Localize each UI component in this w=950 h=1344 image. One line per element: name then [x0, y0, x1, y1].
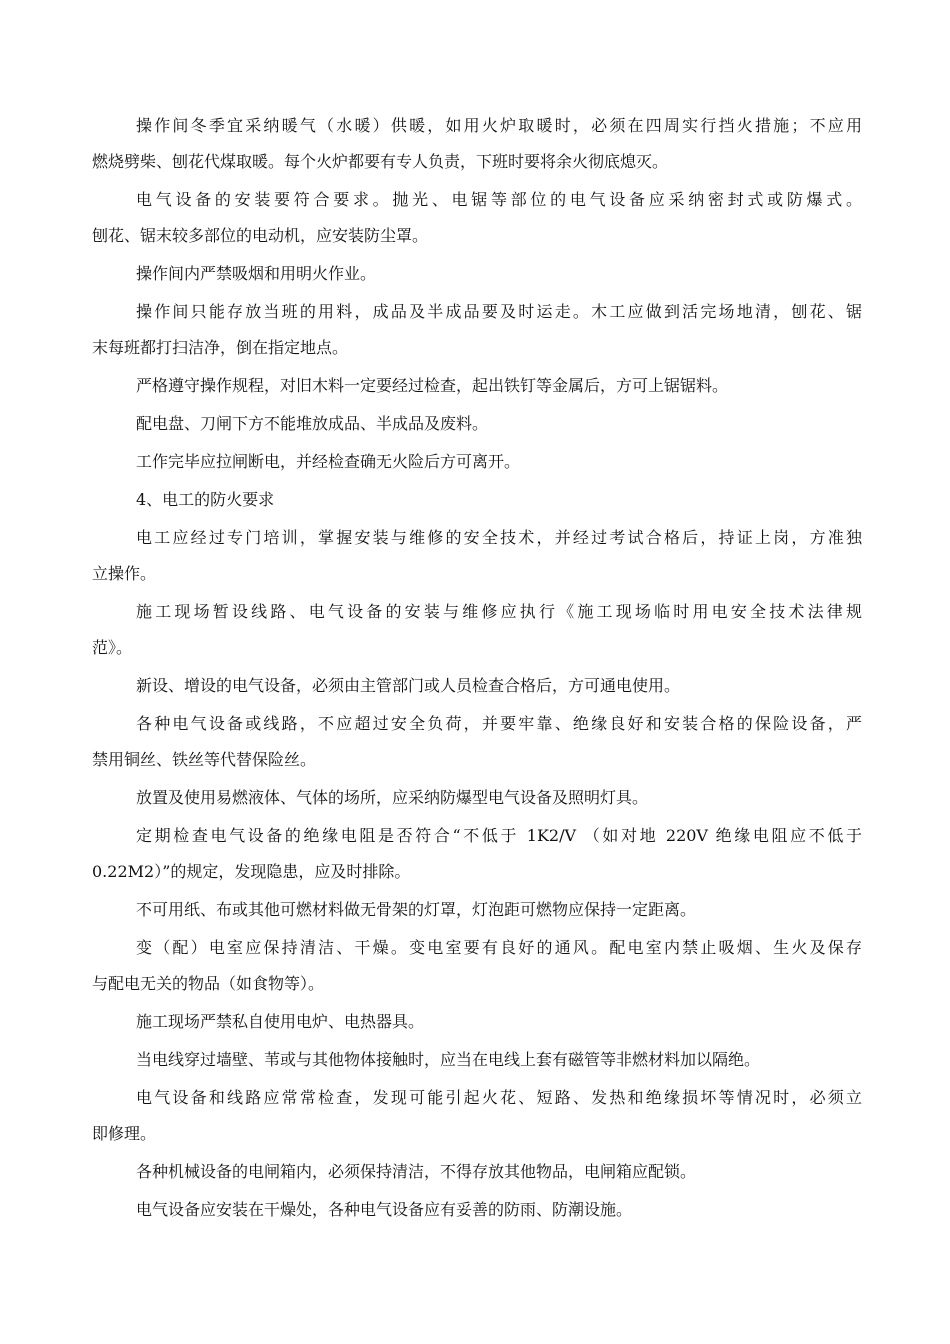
- paragraph-line: 新设、增设的电气设备，必须由主管部门或人员检查合格后，方可通电使用。: [136, 676, 681, 695]
- paragraph: [92, 1154, 862, 1190]
- paragraph: [92, 482, 862, 518]
- paragraph: [92, 444, 862, 480]
- paragraph: [92, 406, 862, 442]
- paragraph-line: 配电盘、刀闸下方不能堆放成品、半成品及废料。: [136, 414, 489, 433]
- paragraph: [92, 1192, 862, 1228]
- paragraph-line: 当电线穿过墙壁、苇或与其他物体接触时，应当在电线上套有磁管等非燃材料加以隔绝。: [136, 1050, 761, 1069]
- paragraph-line: 操作间只能存放当班的用料，成品及半成品要及时运走。木工应做到活完场地清，刨花、锯: [136, 302, 862, 321]
- paragraph: [92, 780, 862, 816]
- paragraph-line: 施工现场暂设线路、电气设备的安装与维修应执行《施工现场临时用电安全技术法律规: [136, 602, 862, 621]
- paragraph-line: 与配电无关的物品（如食物等）。: [92, 974, 325, 993]
- paragraph: [92, 1004, 862, 1040]
- paragraph-line: 电工应经过专门培训，掌握安装与维修的安全技术，并经过考试合格后，持证上岗，方准独: [136, 528, 862, 547]
- paragraph-line: 定期检查电气设备的绝缘电阻是否符合“不低于 1K2/V （如对地 220V 绝缘电阻应不低于: [136, 826, 862, 845]
- paragraph-line: 放置及使用易燃液体、气体的场所，应采纳防爆型电气设备及照明灯具。: [136, 788, 649, 807]
- paragraph: [92, 182, 862, 254]
- paragraph: [92, 668, 862, 704]
- paragraph: [92, 892, 862, 928]
- paragraph-line: 刨花、锯末较多部位的电动机，应安装防尘罩。: [92, 226, 429, 245]
- paragraph: [92, 368, 862, 404]
- paragraph-line: 各种机械设备的电闸箱内，必须保持清洁，不得存放其他物品，电闸箱应配锁。: [136, 1162, 697, 1181]
- paragraph: [92, 294, 862, 366]
- paragraph: [92, 1080, 862, 1152]
- paragraph-line: 工作完毕应拉闸断电，并经检查确无火险后方可离开。: [136, 452, 521, 471]
- paragraph-line: 4、电工的防火要求: [136, 490, 275, 509]
- paragraph-line: 电气设备的安装要符合要求。抛光、电锯等部位的电气设备应采纳密封式或防爆式。: [136, 190, 862, 209]
- paragraph: [92, 594, 862, 666]
- document-body: [92, 108, 862, 1230]
- paragraph-line: 不可用纸、布或其他可燃材料做无骨架的灯罩，灯泡距可燃物应保持一定距离。: [136, 900, 697, 919]
- paragraph-line: 立操作。: [92, 564, 157, 583]
- paragraph: [92, 818, 862, 890]
- paragraph-line: 0.22M2）”的规定，发现隐患，应及时排除。: [92, 862, 411, 881]
- paragraph: [92, 1042, 862, 1078]
- paragraph: [92, 256, 862, 292]
- paragraph-line: 末每班都打扫洁净，倒在指定地点。: [92, 338, 349, 357]
- paragraph-line: 操作间内严禁吸烟和用明火作业。: [136, 264, 377, 283]
- paragraph-line: 电气设备和线路应常常检查，发现可能引起火花、短路、发热和绝缘损坏等情况时，必须立: [136, 1088, 862, 1107]
- paragraph: [92, 930, 862, 1002]
- paragraph: [92, 108, 862, 180]
- paragraph-line: 范》。: [92, 638, 133, 657]
- paragraph-line: 施工现场严禁私自使用电炉、电热器具。: [136, 1012, 425, 1031]
- paragraph: [92, 520, 862, 592]
- paragraph-line: 燃烧劈柴、刨花代煤取暖。每个火炉都要有专人负责，下班时要将余火彻底熄灭。: [92, 152, 669, 171]
- paragraph-line: 操作间冬季宜采纳暖气（水暖）供暖，如用火炉取暖时，必须在四周实行挡火措施；不应用: [136, 116, 862, 135]
- paragraph-line: 禁用铜丝、铁丝等代替保险丝。: [92, 750, 317, 769]
- paragraph-line: 变（配）电室应保持清洁、干燥。变电室要有良好的通风。配电室内禁止吸烟、生火及保存: [136, 938, 862, 957]
- paragraph-line: 严格遵守操作规程，对旧木料一定要经过检查，起出铁钉等金属后，方可上锯锯料。: [136, 376, 729, 395]
- paragraph-line: 即修理。: [92, 1124, 157, 1143]
- paragraph: [92, 706, 862, 778]
- paragraph-line: 各种电气设备或线路，不应超过安全负荷，并要牢靠、绝缘良好和安装合格的保险设备，严: [136, 714, 862, 733]
- paragraph-line: 电气设备应安装在干燥处，各种电气设备应有妥善的防雨、防潮设施。: [136, 1200, 633, 1219]
